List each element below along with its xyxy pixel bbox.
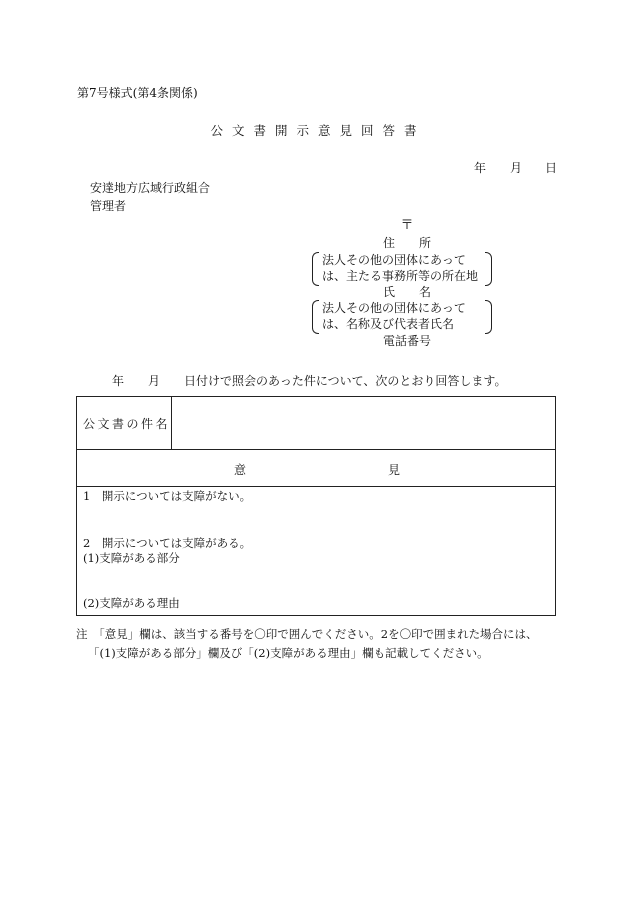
option-2-reason: (2)支障がある理由 [83, 596, 180, 610]
option-2-part: (1)支障がある部分 [83, 551, 180, 565]
address-note-line1: 法人その他の団体にあって [322, 253, 466, 267]
address-note [312, 252, 492, 286]
opinion-header-char-1: 意 [234, 463, 247, 477]
document-title: 公文書開示意見回答書 [210, 123, 426, 138]
recipient-title: 管理者 [90, 199, 127, 213]
opinion-table [76, 396, 556, 616]
right-bracket [485, 300, 492, 334]
date-day-label: 日 [545, 161, 558, 175]
body-text: 年 月 日付けで照会のあった件について、次のとおり回答します。 [112, 374, 507, 388]
address-label: 住 所 [382, 236, 431, 250]
postal-mark: 〒 [400, 218, 414, 233]
opinion-body[interactable] [77, 487, 555, 615]
opinion-header-char-2: 見 [388, 463, 401, 477]
date-month-label: 月 [510, 161, 523, 175]
date-year-label: 年 [474, 161, 487, 175]
subject-label-cell [77, 397, 172, 449]
name-note-line2: は、名称及び代表者氏名 [322, 317, 455, 331]
opinion-header-row [77, 450, 555, 487]
phone-label: 電話番号 [382, 334, 431, 348]
note-line-2: 「(1)支障がある部分」欄及び「(2)支障がある理由」欄も記載してください。 [88, 646, 489, 660]
subject-row [77, 397, 555, 450]
name-note-line1: 法人その他の団体にあって [322, 301, 466, 315]
option-1: 1 開示については支障がない。 [83, 489, 252, 503]
note-line-1: 注 「意見」欄は、該当する番号を〇印で囲んでください。2を〇印で囲まれた場合には、 [76, 627, 538, 641]
name-note [312, 300, 492, 334]
option-2: 2 開示については支障がある。 [83, 536, 252, 550]
name-label: 氏 名 [382, 285, 431, 299]
left-bracket [312, 252, 319, 286]
form-number: 第7号様式(第4条関係) [77, 86, 198, 100]
left-bracket [312, 300, 319, 334]
subject-label: 公文書の件名 [83, 417, 171, 431]
recipient-organization: 安達地方広域行政組合 [90, 181, 211, 195]
right-bracket [485, 252, 492, 286]
address-note-line2: は、主たる事務所等の所在地 [322, 269, 479, 283]
